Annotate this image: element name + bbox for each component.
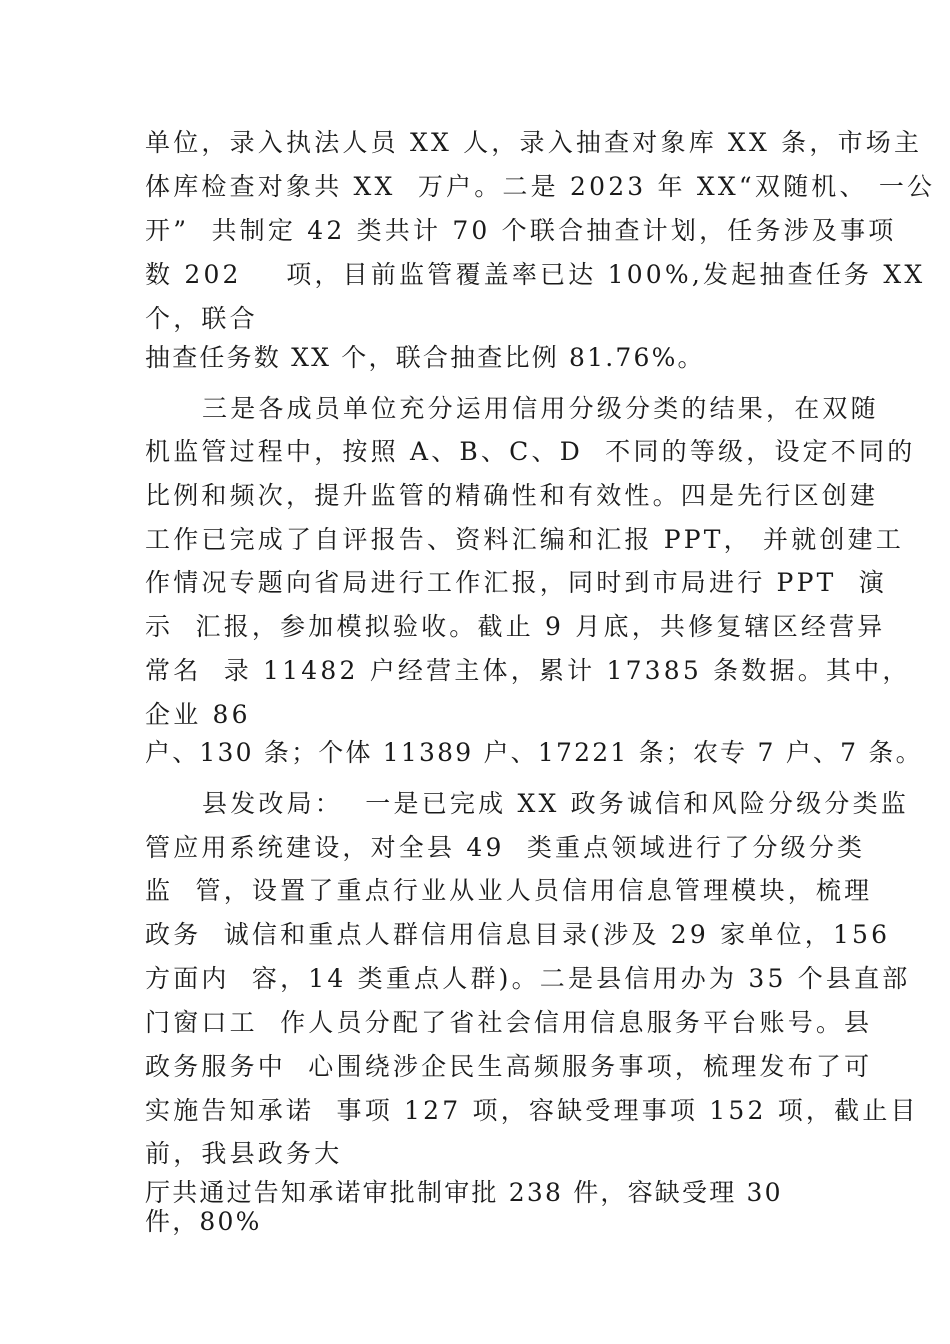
text-line: 管应用系统建设，对全县 49 类重点领域进行了分级分类: [145, 833, 866, 862]
text-line: 户、130 条；个体 11389 户、17221 条；农专 7 户、7 条。: [145, 738, 923, 767]
text-line: 门窗口工 作人员分配了省社会信用信息服务平台账号。县: [145, 1008, 873, 1037]
text-line: 监 管，设置了重点行业从业人员信用信息管理模块，梳理: [145, 876, 873, 905]
text-line: 抽查任务数 XX 个，联合抽查比例 81.76%。: [145, 343, 705, 372]
text-line: 数 202 项，目前监管覆盖率已达 100%,发起抽查任务 XX: [145, 260, 926, 289]
text-line: 政务服务中 心围绕涉企民生高频服务事项，梳理发布了可: [145, 1052, 873, 1081]
text-line: 比例和频次，提升监管的精确性和有效性。四是先行区创建: [145, 481, 879, 510]
text-line: 开” 共制定 42 类共计 70 个联合抽查计划，任务涉及事项: [145, 216, 897, 245]
text-line: 体库检查对象共 XX 万户。二是 2023 年 XX“双随机、 一公: [145, 172, 936, 201]
text-line: 工作已完成了自评报告、资料汇编和汇报 PPT， 并就创建工: [145, 525, 905, 554]
text-line: 厅共通过告知承诺审批制审批 238 件，容缺受理 30: [145, 1178, 783, 1207]
text-line: 机监管过程中，按照 A、B、C、D 不同的等级，设定不同的: [145, 437, 916, 466]
text-line: 实施告知承诺 事项 127 项，容缺受理事项 152 项，截止目: [145, 1096, 919, 1125]
text-line: 单位，录入执法人员 XX 人，录入抽查对象库 XX 条，市场主: [145, 128, 923, 157]
text-line: 前，我县政务大: [145, 1139, 343, 1168]
text-line: 常名 录 11482 户经营主体，累计 17385 条数据。其中，: [145, 656, 911, 685]
text-line: 方面内 容，14 类重点人群)。二是县信用办为 35 个县直部: [145, 964, 911, 993]
text-line: 企业 86: [145, 700, 251, 729]
text-line: 作情况专题向省局进行工作汇报，同时到市局进行 PPT 演: [145, 568, 887, 597]
paragraph-first-line: 三是各成员单位充分运用信用分级分类的结果，在双随: [202, 394, 879, 423]
text-line: 件，80%: [145, 1207, 262, 1236]
text-line: 个，联合: [145, 304, 258, 333]
paragraph-first-line: 县发改局： 一是已完成 XX 政务诚信和风险分级分类监: [202, 789, 909, 818]
text-line: 政务 诚信和重点人群信用信息目录(涉及 29 家单位，156: [145, 920, 891, 949]
text-line: 示 汇报，参加模拟验收。截止 9 月底，共修复辖区经营异: [145, 612, 886, 641]
